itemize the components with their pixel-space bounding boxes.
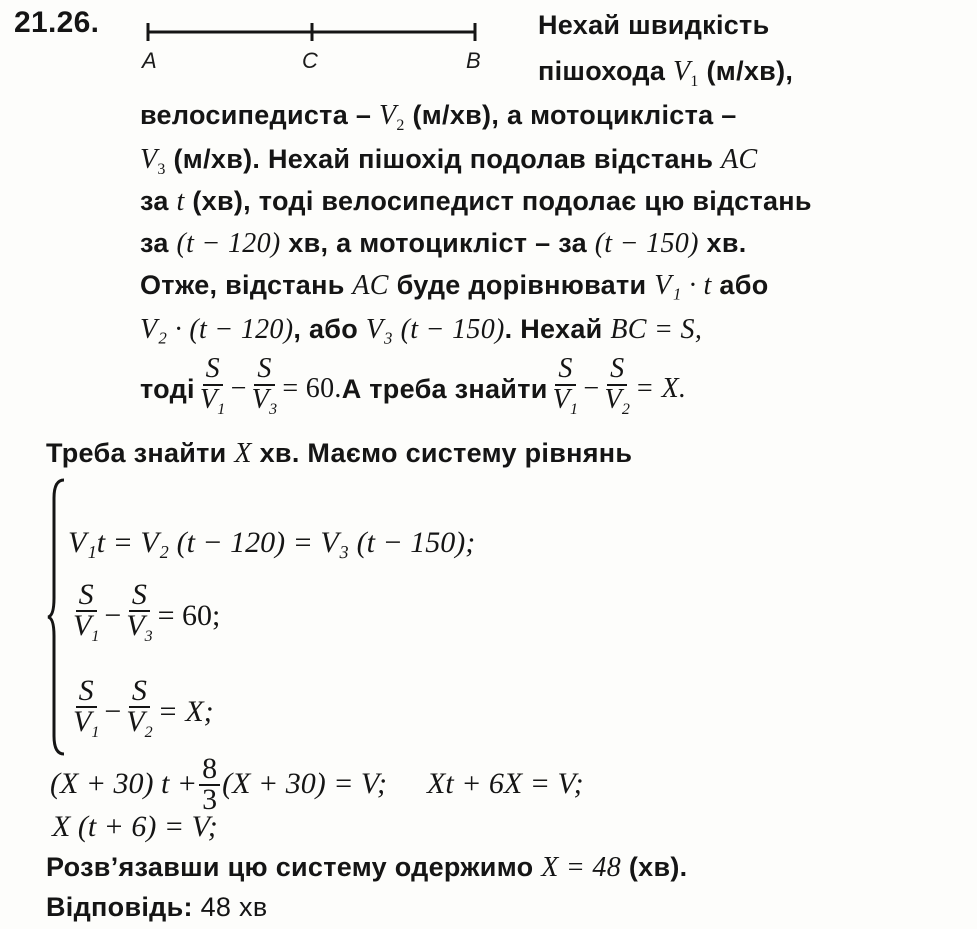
segment-label-a: A: [142, 48, 157, 73]
system-eq-1: V₁t = V₂ (t − 120) = V₃ (t − 150);: [68, 526, 476, 559]
system-eq-3: $\frac{S}{V_1}$ − $\frac{S}{V_2}$ = X;: [68, 676, 214, 747]
fraction-s-v1: $\frac{S}{V_1}$: [73, 578, 100, 645]
problem-number: 21.26.: [14, 6, 100, 39]
fraction-s-v2: $\frac{S}{V_2}$: [604, 353, 631, 418]
paragraph-line-2: пішохода $V_1$ (м/хв),: [538, 56, 794, 90]
result-line: Розв’язавши цю систему одержимо X = 48 (хв).: [46, 852, 688, 883]
paragraph-line-7: Отже, відстань AC буде дорівнювати V₁ · t або: [140, 270, 769, 301]
paragraph-line-3: велосипедиста – $V_2$ (м/хв), а мотоцикліста –: [140, 100, 737, 134]
paragraph-line-1: Нехай швидкість: [538, 10, 770, 40]
paragraph-line-9: тоді $\frac{S}{V_1}$ − $\frac{S}{V_3}$ = 60. А треба знайти $\frac{S}{V_1}$ − $\frac{S}{V_2}$ = X.: [140, 354, 686, 424]
paragraph-line-5: за t (хв), тоді велосипедист подолає цю відстань: [140, 186, 812, 217]
fraction-s-v1: $\frac{S}{V_1}$: [73, 674, 100, 741]
system-intro: Треба знайти X хв. Маємо систему рівнянь: [46, 438, 633, 469]
segment-diagram: [140, 20, 490, 50]
fraction-s-v1: $\frac{S}{V_1}$: [199, 353, 226, 418]
system-brace: [46, 478, 68, 756]
segment-label-b: B: [466, 48, 481, 73]
paragraph-line-4: $V_3$ (м/хв). Нехай пішохід подолав відстань AC: [140, 144, 758, 178]
derivation-line-2: X (t + 6) = V;: [52, 810, 218, 843]
fraction-s-v1-b: $\frac{S}{V_1}$: [552, 353, 579, 418]
segment-label-c: C: [302, 48, 318, 73]
paragraph-line-6: за (t − 120) хв, а мотоцикліст – за (t − 150) хв.: [140, 228, 747, 259]
fraction-s-v3: $\frac{S}{V_3}$: [251, 353, 278, 418]
fraction-s-v2: $\frac{S}{V_2}$: [126, 674, 153, 741]
fraction-s-v3: $\frac{S}{V_3}$: [126, 578, 153, 645]
answer-line: Відповідь: 48 хв: [46, 892, 268, 922]
fraction-8-3: $\frac{8}{3}$: [199, 754, 220, 814]
paragraph-line-8: V₂ · (t − 120), або V₃ (t − 150). Нехай BC = S,: [140, 314, 703, 345]
system-eq-2: $\frac{S}{V_1}$ − $\frac{S}{V_3}$ = 60;: [68, 580, 220, 651]
derivation-line-1: (X + 30) t + $\frac{8}{3}$ (X + 30) = V; Xt + 6X = V;: [50, 752, 584, 816]
